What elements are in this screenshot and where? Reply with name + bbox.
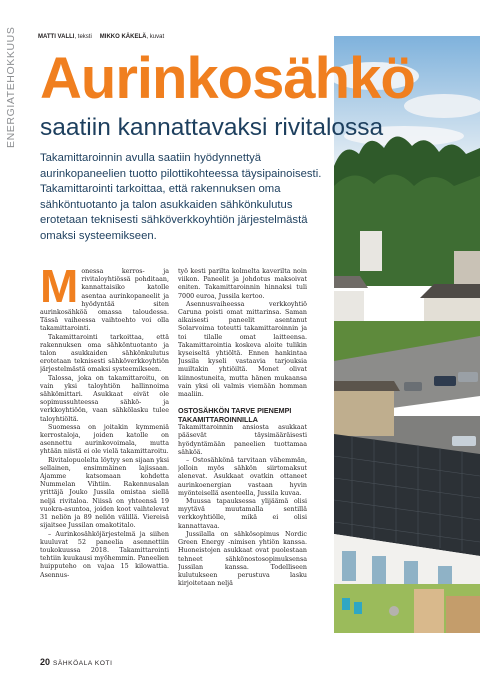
body-paragraph: Suomessa on joitakin kymmeniä kerrostaloja, joiden katolle on asennettu aurinkovoimala, mutta yhtään niistä ei ole vielä takamittaroitu.	[40, 423, 169, 456]
drop-cap: M	[40, 268, 79, 312]
section-label-text: ENERGIATEHOKKUUS	[5, 26, 17, 148]
body-column-1	[40, 268, 169, 636]
article-subtitle: saatiin kannattavaksi rivitalossa	[40, 114, 384, 141]
photographer-name: MIKKO KÄKELÄ	[99, 34, 147, 40]
body-paragraph: Asennusvaiheessa verkkoyhtiö Caruna poisti omat mittarinsa. Saman aikaisesti paneelit asentanut Solarvoima toteutti takamittaroinnin ja toi tilalle omat laitteensa. Takamittarointia koskeva aloite tulikin kyseiseltä yhtiöltä. Ennen hankintaa Jussila kyseli vastaavia tarjouksia muiltakin yhtiöiltä. Monet olivat kiinnostuneita, mutta hänen mukaansa vain yksi oli valmis viemään homman maaliin.	[178, 300, 307, 399]
body-paragraph: – Ostosähkönä tarvitaan vähemmän, jolloin myös sähkön siirtomaksut alenevat. Asukkaat ovatkin ottaneet aurinkoenergian vastaan hyvin myönteisellä asenteella, Jussila kuvaa.	[178, 457, 307, 497]
body-paragraph: Talossa, joka on takamittaroitu, on vain yksi taloyhtiön hallinnoima sähkömittari. Asukkaat eivät ole sopimussuhteessa sähkö- ja verkkoyhtiöön, vaan sähkölasku tulee taloyhtiöltä.	[40, 374, 169, 423]
magazine-name: SÄHKÖALA KOTI	[53, 660, 113, 667]
body-paragraph: Rivitalopuolelta löytyy sen sijaan yksi sellainen, ensimmäinen lajissaan. Ajamme katsomaan kohdetta Nummelan Vihtiin. Rakennusalan yrittäjä Jouko Jussila omistaa siellä neljä rivitaloa. Niissä on yhteensä 19 vuokra-asuntoa, joiden koot vaihtelevat 31 neliön ja 89 neliön välillä. Viereisä sijaitsee Jussilan omakotitalo.	[40, 456, 169, 530]
lead-paragraph: Takamittaroinnin avulla saatiin hyödynnettyä aurinkopaneelien tuotto pilottikohteessa täysipainoisesti. Takamittarointi tarkoittaa, että rakennuksen oma sähköntuotanto ja talon asukkaiden sähkönkulutus erotetaan teknisesti sähköverkkoyhtiön järjestelmästä omaksi systeemikseen.	[40, 152, 322, 242]
article-title: Aurinkosähkö	[40, 46, 415, 111]
author-name: MATTI VALLI	[38, 34, 75, 40]
body-paragraph: – Aurinkosähköjärjestelmä ja siihen kuuluvat 52 paneelia asennettiin toukokuussa 2018. Takamittarointi tehtiin kuukausi myöhemmin. Paneelien huipputeho on vajaa 15 kilowattia. Asennus-	[40, 530, 169, 579]
page-number: 20	[40, 657, 51, 667]
author-role: , teksti	[74, 34, 92, 40]
body-paragraph: Takamittaroinnin ansiosta asukkaat pääsevät täysimääräisesti hyödyntämään paneelien tuottamaa sähköä.	[178, 424, 307, 456]
body-paragraph: Jussilalla on sähkösopimus Nordic Green Energy -nimisen yhtiön kanssa. Huoneistojen asukkaat ovat puolestaan tehneet sähkönostosopimuksensa Jussilan kanssa. Todelliseen kulutukseen perustuva lasku kirjoitetaan neljä	[178, 530, 307, 588]
page-footer	[40, 657, 112, 667]
body-paragraph: Takamittarointi tarkoittaa, että rakennuksen oma sähköntuotanto ja talon asukkaiden sähkönkulutus erotetaan teknisesti sähköverkkoyhtiön järjestelmästä omaksi systeemikseen.	[40, 333, 169, 374]
body-column-2	[178, 268, 307, 636]
byline	[38, 34, 164, 40]
body-paragraph: Muussa tapauksessa ylijäämä olisi myytävä muutamalla sentillä verkkoyhtiölle, mikä ei olisi kannattavaa.	[178, 498, 307, 530]
photographer-role: , kuvat	[146, 34, 165, 40]
section-label	[3, 8, 15, 148]
body-paragraph: Monessa kerros- ja rivitaloyhtiössä pohditaan, kannattaisiko katolle asentaa aurinkopaneelit ja hyödyntää siten aurinkosähköä omassa taloudessa. Tässä vaiheessa vaihtoehto voi olla takamittarointi.	[40, 268, 169, 333]
body-paragraph: työ kesti parilta kolmelta kaverilta noin viikon. Paneelit ja johdotus maksoivat eniten. Takamittaroinnin hinnaksi tuli 7000 euroa, Jussila kertoo.	[178, 268, 307, 300]
section-heading: OSTOSÄHKÖN TARVE PIENEMPI TAKAMITTAROINNILLA	[178, 406, 292, 425]
